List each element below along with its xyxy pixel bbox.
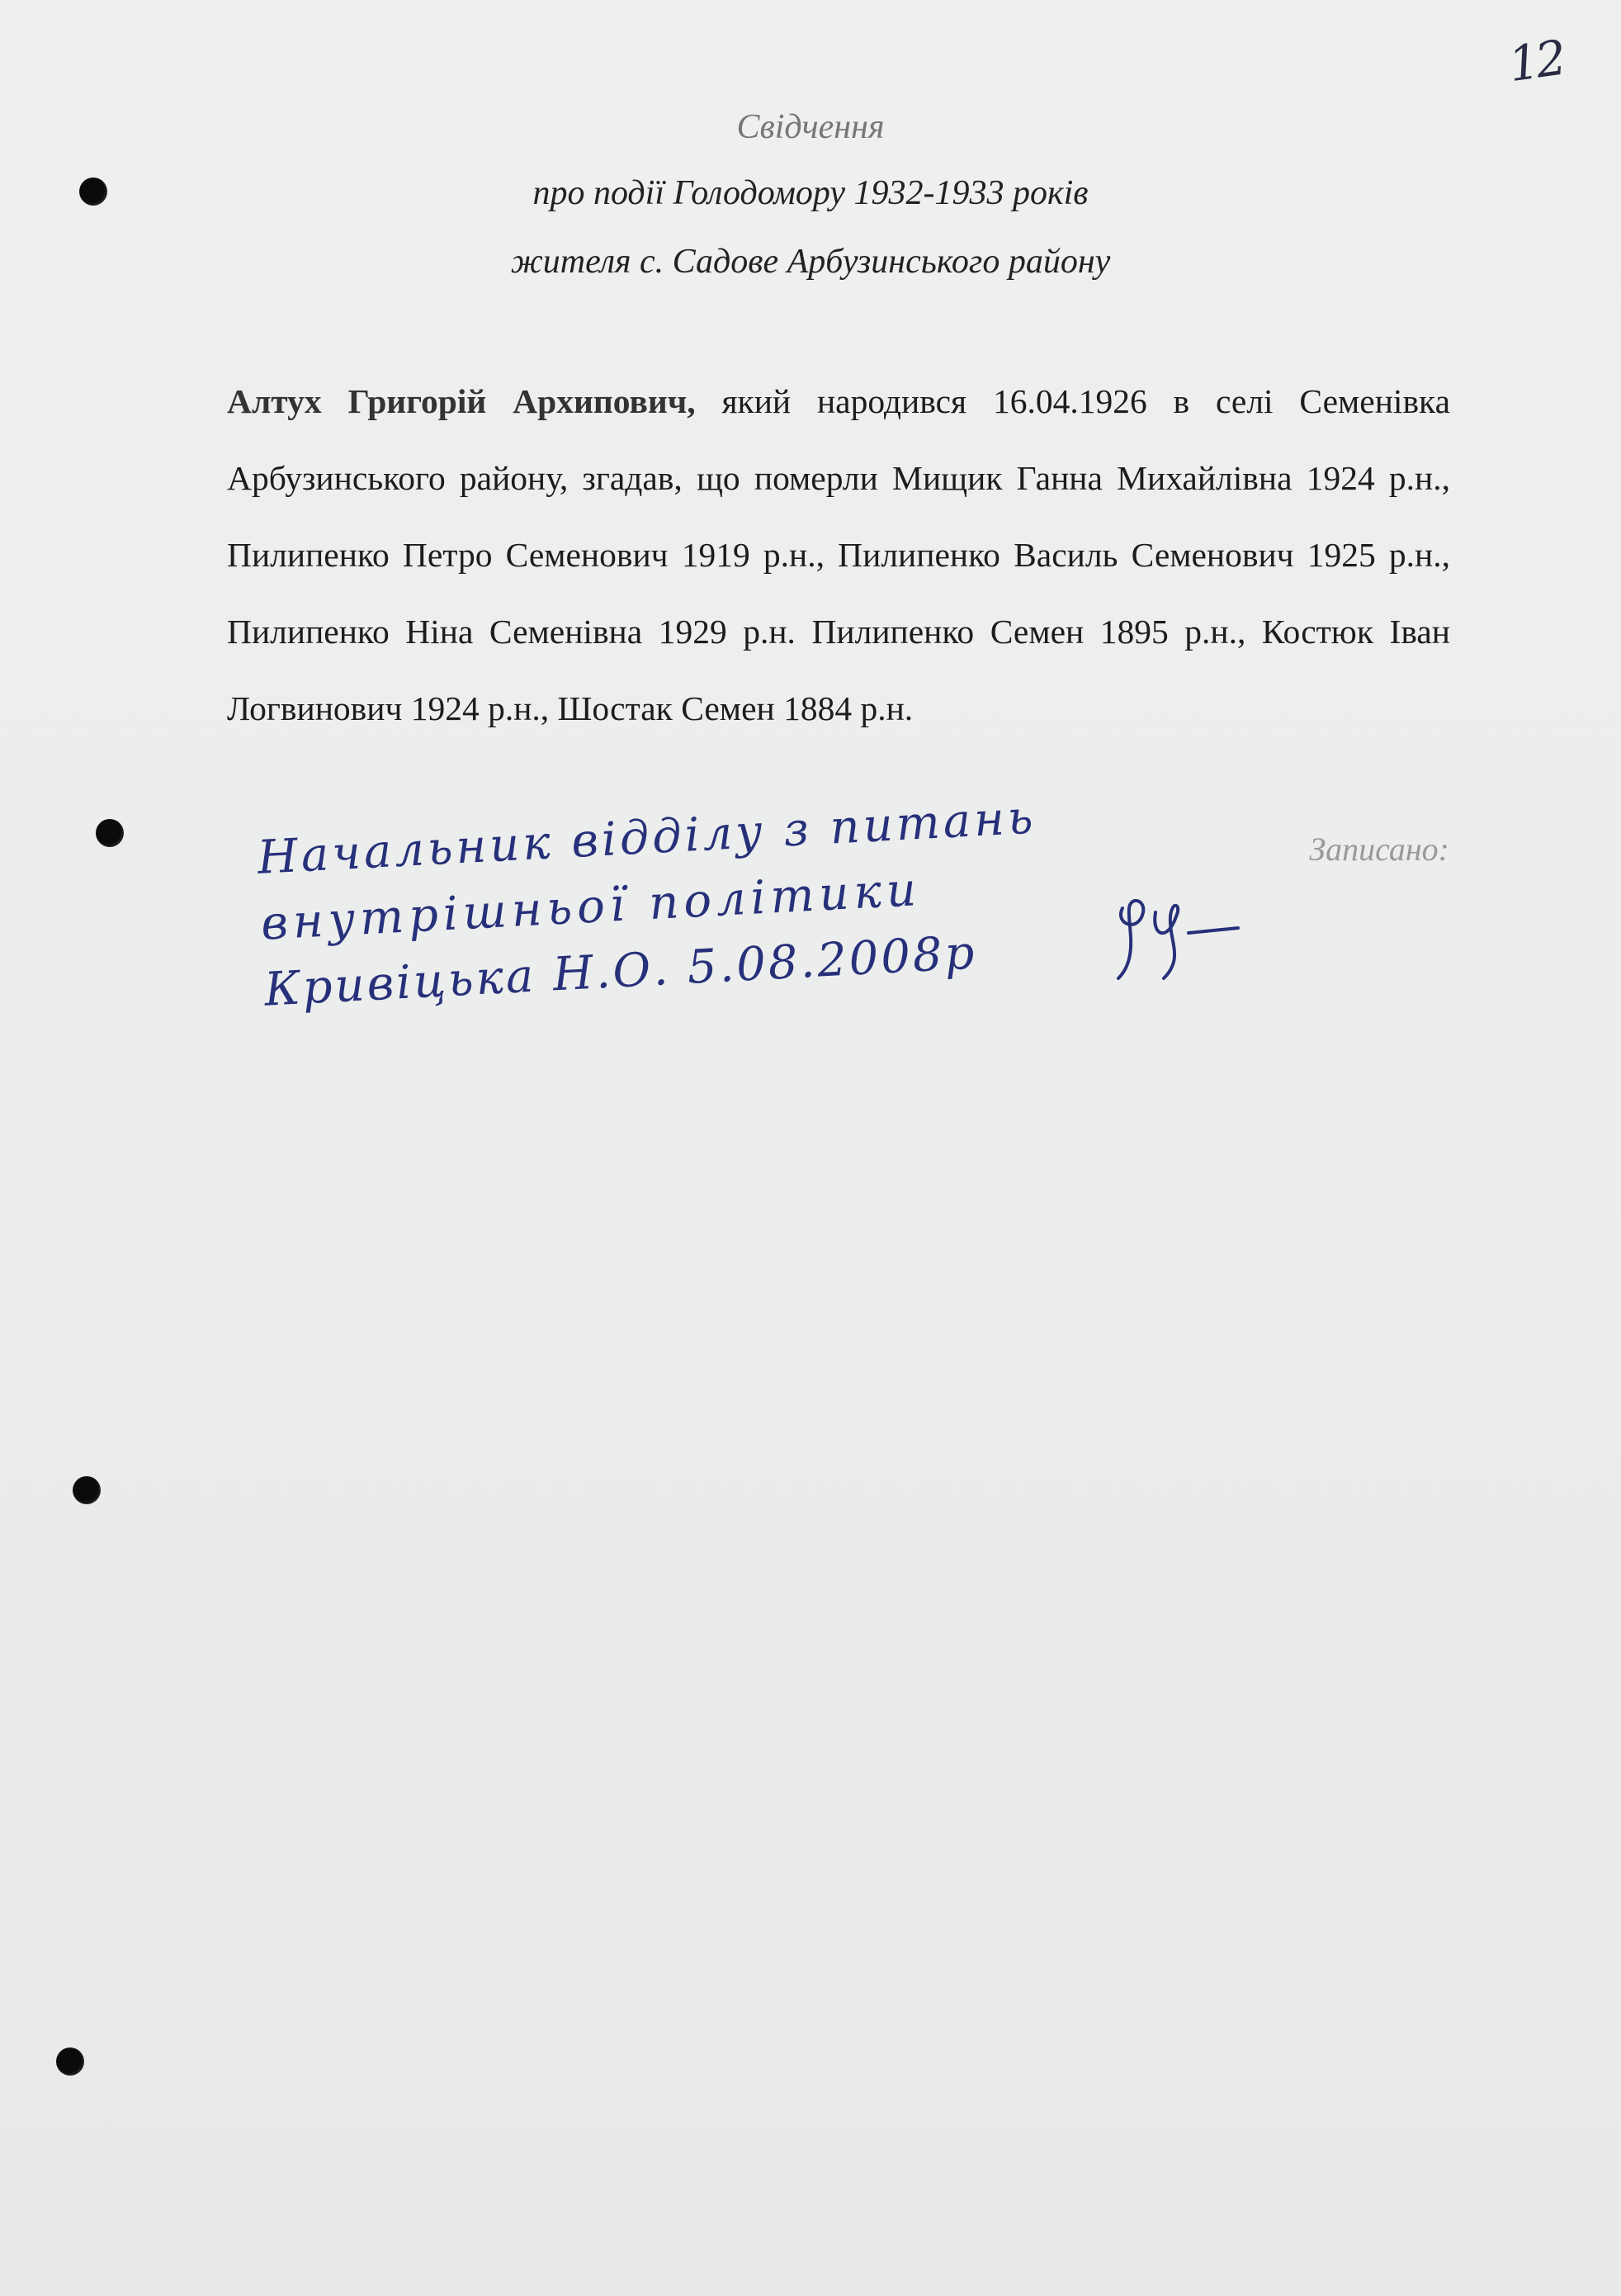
recorded-label: Записано: — [1309, 831, 1449, 868]
handwritten-note-line: Начальник відділу з питань — [256, 790, 1037, 885]
testimony-text: який народився 16.04.1926 в селі Семенівка Арбузинського району, згадав, що померли Мищик Ганна Михайлівна 1924 р.н., Пилипенко Петро Семенович 1919 р.н., Пилипенко Василь Семенович 1925 р.н., Пилипенко Ніна Семенівна 1929 р.н. Пилипенко Семен 1895 р.н., Костюк Іван Логвинович 1924 р.н., Шостак Семен 1884 р.н. — [227, 382, 1450, 727]
binder-hole — [73, 1476, 101, 1504]
binder-hole — [56, 2047, 84, 2076]
binder-hole — [96, 819, 124, 847]
handwritten-note — [256, 785, 1045, 1024]
binder-hole — [79, 178, 107, 206]
handwritten-note-line: Кривіцька Н.О. 5.08.2008р — [262, 926, 978, 1017]
document-subtitle: про події Голодомору 1932-1933 років — [532, 174, 1089, 212]
handwritten-note-line: внутрішньої політики — [259, 862, 923, 951]
document-subtitle-location: жителя с. Садове Арбузинського району — [510, 243, 1111, 281]
page-number: 12 — [1505, 29, 1567, 93]
testimony-paragraph — [227, 363, 1450, 747]
document-title: Свідчення — [736, 108, 885, 146]
witness-name: Алтух Григорій Архипович, — [227, 382, 696, 420]
signature-mark — [1106, 875, 1246, 991]
